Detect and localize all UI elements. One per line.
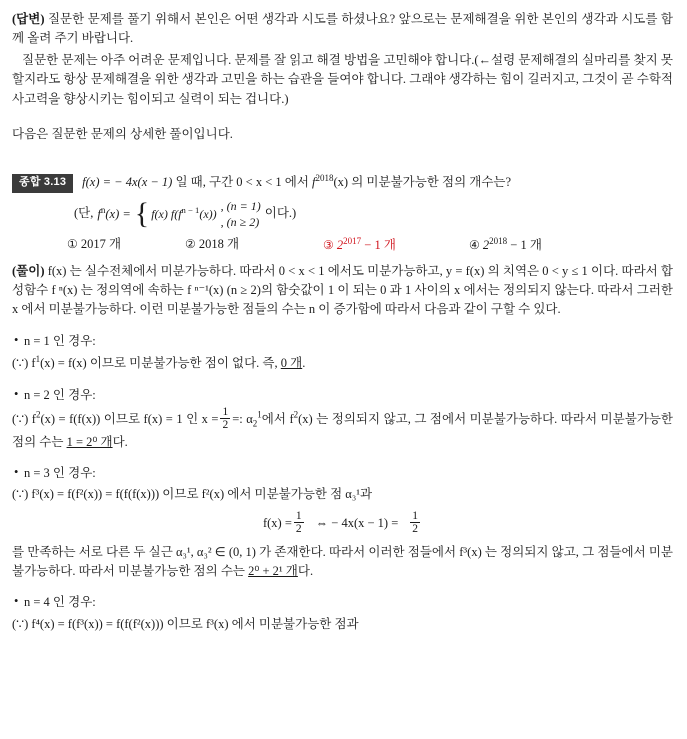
problem-statement-exponent: 2018 (315, 173, 334, 184)
choice-2[interactable] (185, 235, 323, 256)
problem-choices (12, 235, 673, 256)
solution-cases (12, 332, 673, 635)
case-n2-tail-sup: 1 (257, 409, 262, 420)
case-n2-mid: (x) = f(f(x)) 이므로 f(x) = 1 인 x = (40, 411, 219, 426)
choice-1[interactable] (67, 235, 185, 256)
problem-tag-text: 종합 (19, 176, 41, 189)
condition-fn-exponent: n (100, 204, 106, 215)
case-n1-body (12, 353, 673, 374)
condition-function (97, 204, 130, 225)
case-n1-body-pre: (∵) f (12, 356, 36, 371)
case-n2-result: 1 = 2⁰ 개 (66, 434, 113, 449)
case-n3-line1: (∵) f³(x) = f(f²(x)) = f(f(f(x))) 이므로 f²(x) 에서 미분불가능한 점 α₃¹과 (12, 487, 373, 502)
answer-paragraph-1-text: 질문한 문제를 풀기 위해서 본인은 어떤 생각과 시도를 하셨나요? 앞으로는 문제해결을 위한 본인의 생각과 시도를 함께 올려 주기 바랍니다. (12, 12, 674, 46)
case-n3-fraction-2 (410, 510, 420, 536)
case-n4-line1: (∵) f⁴(x) = f(f³(x)) = f(f(f²(x))) 이므로 f³(x) 에서 미분불가능한 점과 (12, 616, 359, 631)
case-n2-tail: =: α (232, 411, 253, 426)
case-n2-body (12, 407, 673, 452)
case-n3-fraction-2-numerator: 1 (412, 509, 419, 522)
case-n3-result: 2⁰ + 2¹ 개 (248, 564, 298, 579)
case-n3-equation-left: f(x) = (262, 515, 292, 530)
case-n4 (12, 593, 673, 634)
choice-3-exponent: 2017 (343, 235, 362, 246)
case-n3-fraction-1-numerator: 1 (295, 509, 302, 522)
choice-2-text: 2018 개 (198, 236, 240, 251)
choice-3[interactable] (323, 235, 469, 256)
solution-label: (풀이) (12, 263, 45, 278)
condition-prefix: (단, (74, 206, 94, 221)
solution-intro-text: f(x) 는 실수전체에서 미분가능하다. 따라서 0 < x < 1 에서도 미분가능하고, y = f(x) 의 치역은 0 < y ≤ 1 이다. 따라서 합성함수 f ⁿ(x) 는 정의역에 속하는 f ⁿ⁻¹(x) (n ≥ 2)의 함숫값이 1 이 되는 0 과 1 사이의 x 에서는 정의되지 않는다. 따라서 그러한 x 에서 미분불가능하다. 이런 미분불가능한 점들의 수는 n 이 증가함에 따라서 다음과 같이 구할 수 있다. (12, 263, 673, 317)
case-n1-body-mid: (x) = f(x) 이므로 미분불가능한 점이 없다. 즉, (40, 356, 278, 371)
case-n2-tail3: (x) 는 정의되지 않고, 그 점에서 미분불가능하다. 따라서 미분불가능한 점의 수는 (12, 411, 673, 449)
case-n4-heading: • n = 4 인 경우: (12, 593, 673, 612)
problem-statement-pre: f(x) = − 4x(x − 1) (82, 175, 173, 190)
condition-cases (151, 205, 216, 222)
case-n3 (12, 464, 673, 581)
case-n1-body-post: . (302, 356, 306, 371)
case-n3-end: 다. (297, 564, 314, 579)
choice-3-base: 2 (336, 238, 344, 253)
case-n1-heading: • n = 1 인 경우: (12, 332, 673, 351)
case-n2-fraction-numerator: 1 (222, 405, 229, 418)
case-n2 (12, 386, 673, 453)
case-n1 (12, 332, 673, 374)
problem-statement (82, 172, 673, 193)
brace-icon: { (134, 197, 150, 231)
case-n2-tail-sub: 2 (252, 418, 258, 429)
choice-4[interactable] (469, 235, 542, 256)
solution-intro (12, 262, 673, 320)
case-n1-exponent: 1 (35, 354, 41, 364)
case-cond-2: , (n ≥ 2) (220, 214, 260, 229)
case-n3-fraction-1 (294, 510, 304, 536)
choice-4-exponent: 2018 (489, 235, 508, 246)
choice-4-marker: ④ (469, 238, 480, 253)
case-n2-end: 다. (112, 434, 128, 449)
case-line-2 (171, 207, 217, 221)
choice-1-marker: ① (67, 236, 78, 251)
case-n2-tail2: 에서 f (261, 411, 294, 426)
case-n2-fraction-denominator: 2 (222, 419, 229, 432)
case-line-2-exponent: n − 1 (181, 205, 200, 216)
choice-2-marker: ② (185, 236, 196, 251)
answer-paragraph-3: 다음은 질문한 문제의 상세한 풀이입니다. (12, 126, 233, 141)
case-n2-exponent: 2 (35, 409, 41, 420)
condition-suffix: 이다.) (264, 206, 297, 221)
condition-fn-arg: (x) = (105, 206, 131, 221)
answer-paragraph-2: 질문한 문제는 아주 어려운 문제입니다. 문제를 잘 읽고 해결 방법을 고민해야 합니다.(←설령 문제해결의 실마리를 찾지 못할지라도 항상 문제해결을 위한 생각과 고민을 하는 습관을 들여야 합니다. 그래야 생각하는 힘이 길러지고, 그것이 곧 수학적 사고력을 향상시키는 힘이되고 실력이 되는 겁니다.) (12, 52, 673, 106)
condition-case-conditions (221, 198, 261, 230)
answer-paragraph-1 (12, 10, 673, 49)
case-cond-1: , (n = 1) (220, 198, 261, 213)
choice-3-marker: ③ (323, 238, 334, 253)
problem-statement-post: (x) 의 미분불가능한 점의 개수는? (333, 175, 512, 190)
choice-4-base: 2 (482, 238, 490, 253)
problem-tag-number: 3.13 (43, 176, 67, 189)
problem-tag (12, 174, 73, 192)
case-n2-fraction (220, 406, 230, 432)
case-n3-fraction-2-denominator: 2 (412, 523, 419, 536)
choice-3-tail: − 1 개 (361, 238, 396, 253)
case-n3-line2-text: 를 만족하는 서로 다른 두 실근 α₃¹, α₃² ∈ (0, 1) 가 존재한다. 따라서 이러한 점들에서 f³(x) 는 정의되지 않고, 그 점들에서 미분불가능하다. 따라서 미분불가능한 점의 수는 (12, 544, 673, 579)
case-n2-tail2-sup: 2 (293, 409, 299, 420)
condition-fn-name: f (97, 206, 101, 221)
case-line-1: f(x) (151, 207, 168, 222)
case-n3-line2 (12, 543, 673, 582)
problem-statement-fn: f (312, 175, 316, 190)
choice-4-tail: − 1 개 (507, 238, 542, 253)
case-line-2-tail: (x)) (199, 207, 217, 222)
case-n3-fraction-1-denominator: 2 (295, 523, 302, 536)
answer-label: (답변) (12, 12, 45, 26)
problem-condition (12, 198, 673, 230)
case-n2-heading: • n = 2 인 경우: (12, 386, 673, 405)
case-n1-result: 0 개 (280, 356, 303, 371)
choice-1-text: 2017 개 (80, 236, 122, 251)
case-n3-equation-mid: ⇔ − 4x(x − 1) = (315, 515, 399, 530)
problem-header (12, 172, 673, 193)
case-n3-heading: • n = 3 인 경우: (12, 464, 673, 483)
case-n3-equation (12, 511, 673, 537)
case-n2-pre: (∵) f (12, 411, 36, 426)
problem-statement-mid: 일 때, 구간 0 < x < 1 에서 (175, 175, 309, 190)
case-line-2-head: f(f (170, 207, 182, 222)
